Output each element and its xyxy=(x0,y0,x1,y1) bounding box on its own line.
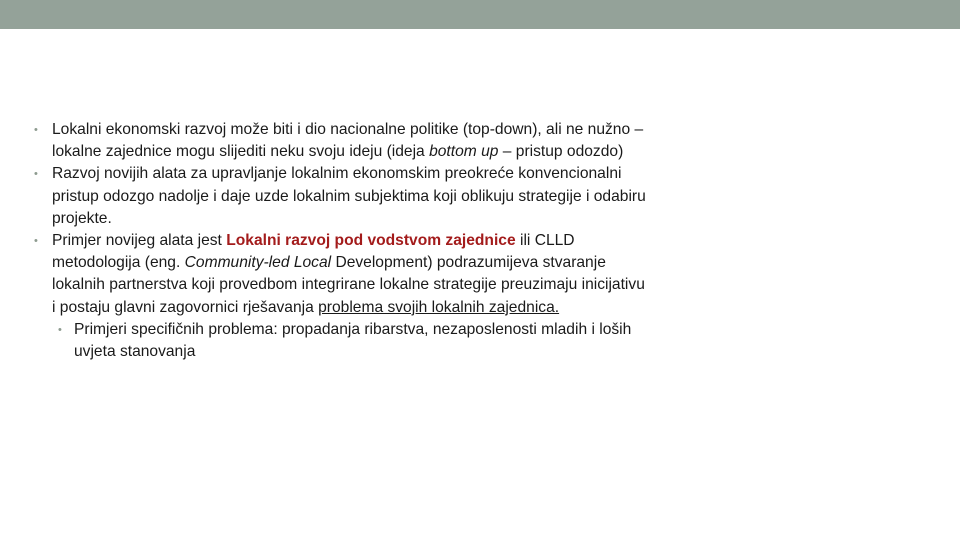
bullet-3-text: Primjer novijeg alata jest xyxy=(52,232,227,250)
bullet-2-text: Razvoj novijih alata za upravljanje lokalnim ekonomskim preokreće konvencionalni pristup odozgo nadolje i daje uzde lokalnim subjektima koji oblikuju strategije i odabiru projekte. xyxy=(52,165,646,227)
slide-content xyxy=(32,119,652,363)
bullet-dot-icon: • xyxy=(34,124,38,136)
bullet-3-italic: Community-led Local xyxy=(184,254,332,272)
bullet-dot-icon: • xyxy=(34,235,38,248)
top-band xyxy=(0,0,960,29)
bullet-3-underline: problema svojih lokalnih zajednica. xyxy=(318,298,560,316)
sub-bullet-1-text: Primjeri specifičnih problema: propadanja ribarstva, nezaposlenosti mladih i loših uvjeta stanovanja xyxy=(74,320,632,361)
bullet-dot-icon: • xyxy=(34,168,38,181)
bullet-1-text: Lokalni ekonomski razvoj može biti i dio nacionalne politike (top-down), ali ne nužno – lokalne zajednice mogu slijediti neku svoju ideju (ideja xyxy=(52,121,644,161)
bullet-3-text-c: Development) podrazumijeva stvaranje lokalnih partnerstva koji provedbom integrirane lokalne strategije preuzimaju inicijativu i postaju glavni zagovornici rješavanja xyxy=(52,254,645,316)
bullet-item-3 xyxy=(32,230,652,363)
bullet-1-tail: – pristup odozdo) xyxy=(498,143,624,161)
sub-bullet-item-1 xyxy=(52,319,634,363)
sub-bullet-list xyxy=(52,319,652,363)
bullet-list xyxy=(32,119,652,363)
bullet-1-italic: bottom up xyxy=(429,143,499,161)
bullet-3-text-b: ili CLLD metodologija (eng. xyxy=(52,232,575,272)
bullet-item-1 xyxy=(32,119,652,163)
bullet-item-2 xyxy=(32,163,652,230)
bullet-3-highlight: Lokalni razvoj pod vodstvom zajednice xyxy=(226,232,516,250)
sub-bullet-dot-icon: • xyxy=(58,323,62,336)
